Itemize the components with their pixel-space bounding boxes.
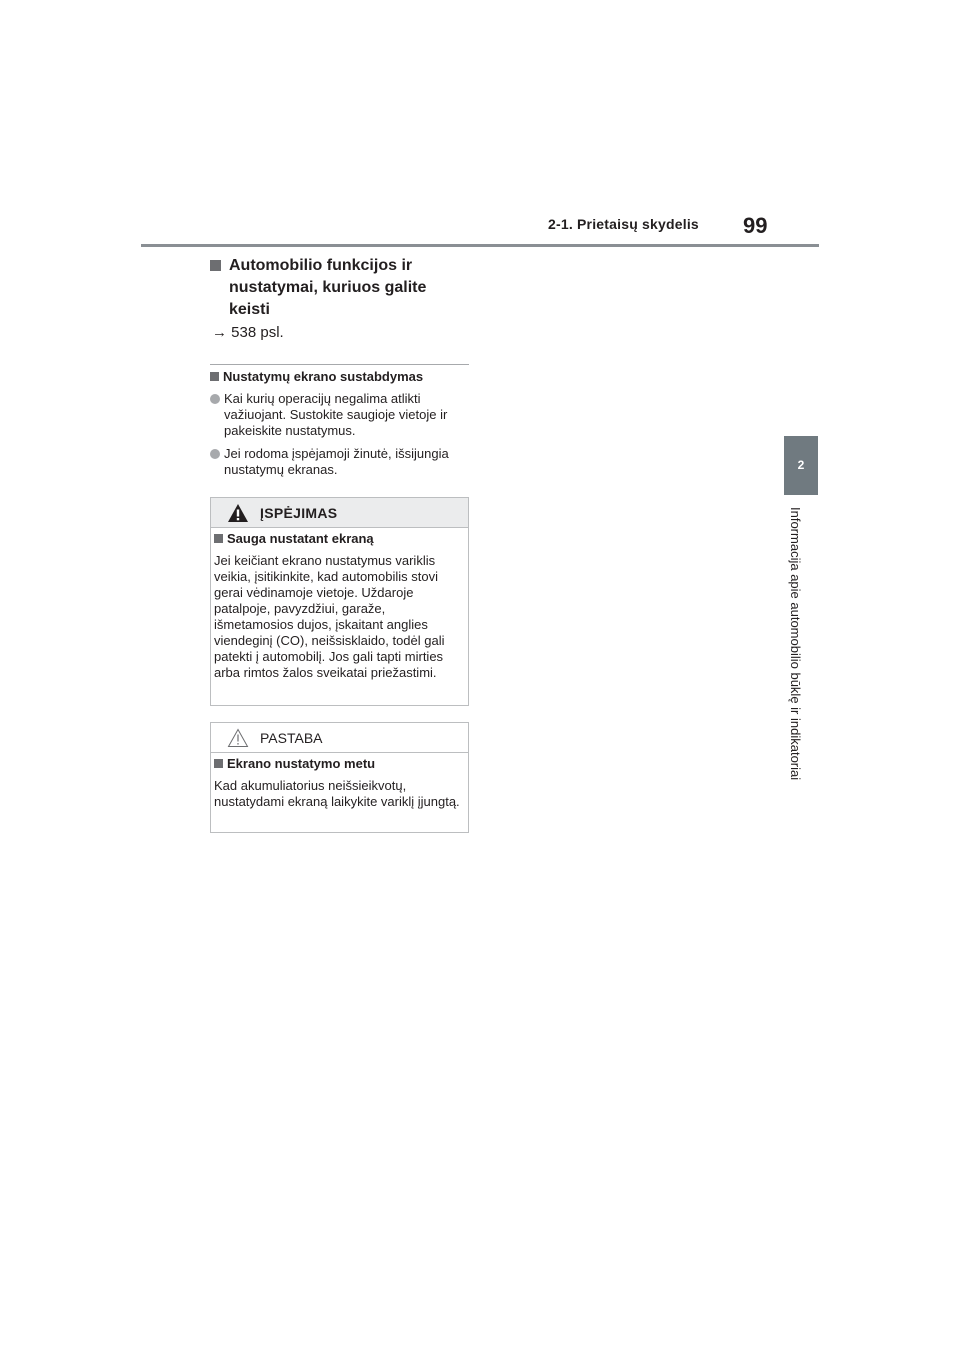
notice-box: [210, 722, 469, 833]
chapter-number: 2: [797, 458, 805, 472]
notice-text: Kad akumuliatorius neišsieikvotų, nustatydami ekraną laikykite variklį įjungtą.: [214, 778, 460, 809]
chapter-side-title: [785, 507, 805, 837]
subsection-heading-text: Nustatymų ekrano sustabdymas: [223, 369, 424, 384]
page-number: 99: [743, 213, 768, 238]
warning-title: ĮSPĖJIMAS: [260, 505, 338, 521]
warning-box-body: [214, 531, 464, 681]
chapter-tab: [784, 436, 818, 495]
section-divider: [210, 364, 469, 365]
warning-sub-heading: [214, 531, 464, 547]
header-rule: [141, 244, 819, 247]
bullet-dot: [210, 394, 220, 404]
sub-square-marker: [214, 534, 223, 543]
bullet-item: [210, 391, 468, 441]
bullet-text: Jei rodoma įspėjamoji žinutė, išsijungia nustatymų ekranas.: [224, 446, 449, 477]
warning-sub-heading-text: Sauga nustatant ekraną: [227, 531, 374, 546]
sub-square-marker: [214, 759, 223, 768]
warning-text: Jei keičiant ekrano nustatymus variklis veikia, įsitikinkite, kad automobilis stovi gerai vėdinamoje vietoje. Uždaroje patalpoje, pavyzdžiui, garaže, išmetamosios dujos, įskaitant anglies viendeginį (CO), neišsisklaido, todėl gali patekti į automobilį. Jos gali tapti mirties arba rimtos žalos sveikatai priežastimi.: [214, 553, 445, 680]
subsection-heading: [210, 369, 423, 385]
notice-sub-heading-text: Ekrano nustatymo metu: [227, 756, 376, 771]
bullet-text: Kai kurių operacijų negalima atlikti važiuojant. Sustokite saugioje vietoje ir pakeiskite nustatymus.: [224, 391, 448, 438]
warning-box: [210, 497, 469, 706]
main-heading-text: Automobilio funkcijos ir nustatymai, kuriuos galite keisti: [229, 257, 427, 318]
bullet-dot: [210, 449, 220, 459]
chapter-title: Informacija apie automobilio būklę ir indikatoriai: [788, 507, 803, 781]
notice-sub-heading: [214, 756, 464, 772]
sub-square-marker: [210, 372, 219, 381]
page-reference: → 538 psl.: [212, 324, 284, 341]
notice-triangle-icon: [227, 728, 249, 748]
notice-box-header: [211, 723, 468, 753]
heading-square-marker: [210, 260, 221, 271]
warning-triangle-icon: [227, 503, 249, 523]
section-title: 2-1. Prietaisų skydelis: [548, 216, 699, 232]
notice-title: PASTABA: [260, 730, 323, 746]
notice-box-body: [214, 756, 464, 810]
bullet-item: [210, 446, 468, 480]
warning-box-header: [211, 498, 468, 528]
